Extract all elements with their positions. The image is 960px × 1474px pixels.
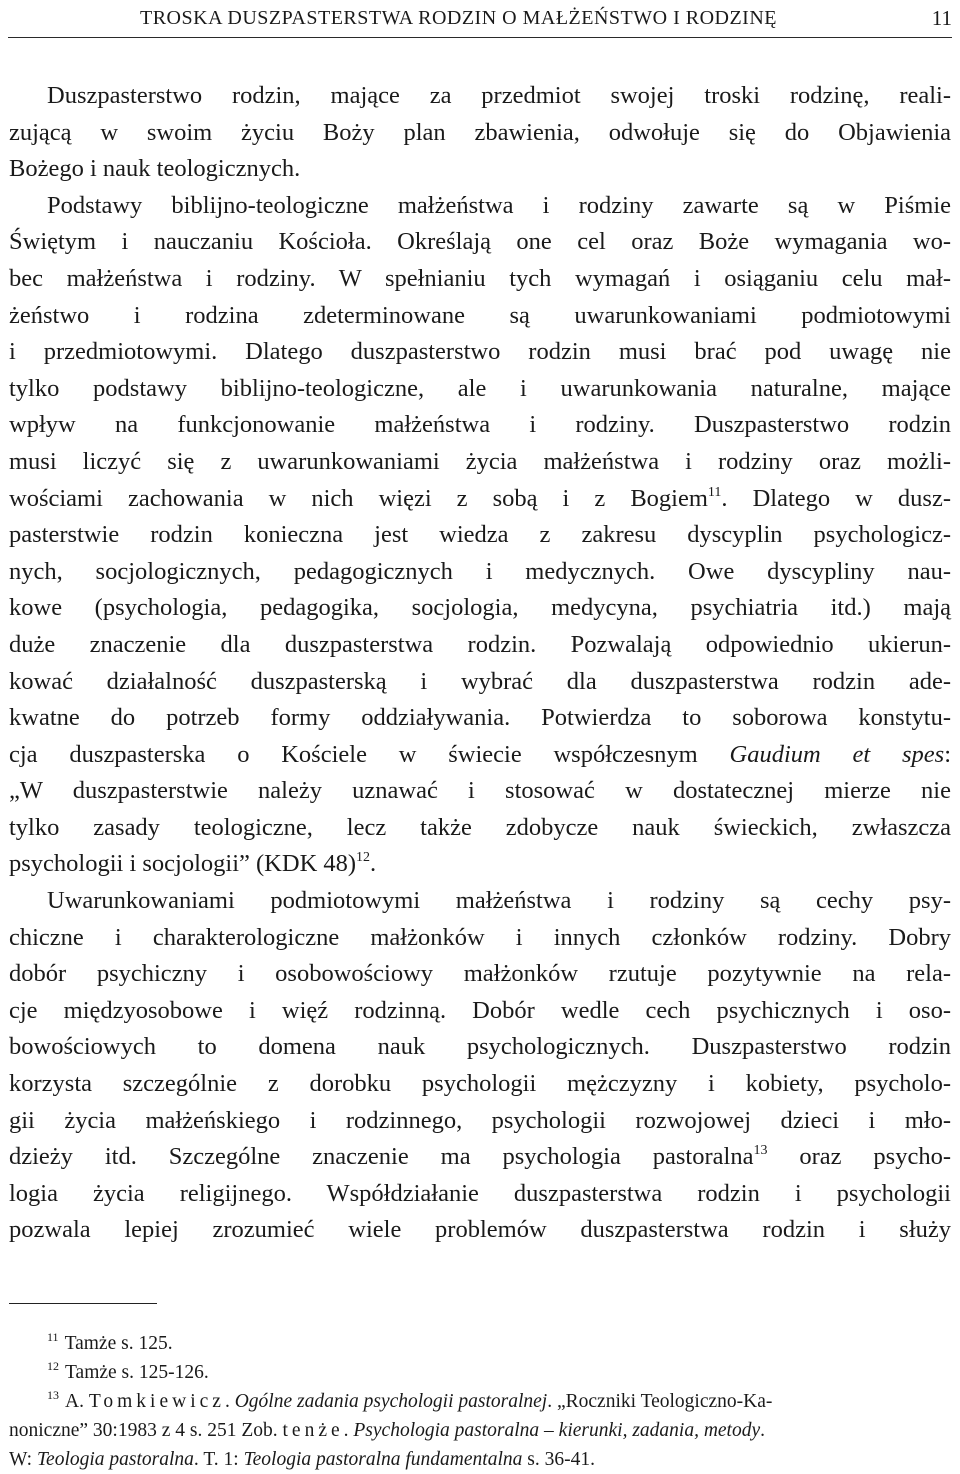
footnote-text: . „Roczniki Teologiczno-Ka-	[547, 1391, 773, 1412]
footnote-text: A.	[65, 1391, 89, 1412]
footnote-separator	[9, 1303, 157, 1304]
text-line: cje międzyosobowe i więź rodzinną. Dobór wedle cech psychicznych i oso-	[9, 996, 951, 1024]
text-run: dzieży itd. Szczególne znaczenie ma psychologia pastoralna	[9, 1143, 754, 1171]
footnote-title: Teologia pastoralna	[36, 1449, 194, 1470]
text-run: :	[944, 740, 951, 768]
text-line: pozwala lepiej zrozumieć wiele problemów duszpasterstwa rodzin i służy	[9, 1216, 951, 1244]
text-line: nych, socjologicznych, pedagogicznych i medycznych. Owe dyscypliny nau-	[9, 557, 951, 585]
text-line	[9, 737, 951, 774]
running-title: TROSKA DUSZPASTERSTWA RODZIN O MAŁŻEŃSTWO I RODZINĘ	[140, 7, 777, 29]
footnote-text: .	[343, 1420, 354, 1441]
text-run: oraz psycho-	[767, 1143, 951, 1171]
page-number: 11	[931, 6, 952, 30]
footnote-text: .	[760, 1420, 766, 1441]
text-line	[9, 481, 951, 518]
text-line: Podstawy biblijno-teologiczne małżeństwa i rodziny zawarte są w Piśmie	[47, 191, 951, 219]
footnote-11	[9, 1329, 951, 1358]
footnote-13	[9, 1387, 951, 1416]
text-line: korzysta szczególnie z dorobku psychologii mężczyzny i kobiety, psycholo-	[9, 1070, 951, 1098]
footnote-text: noniczne” 30:1983 z 4 s. 251 Zob.	[9, 1420, 283, 1441]
text-line: kowe (psychologia, pedagogika, socjologia, medycyna, psychiatria itd.) mają	[9, 594, 951, 622]
body-text	[9, 78, 951, 1249]
paragraph-2	[9, 188, 951, 883]
text-run: cja duszpasterska o Kościele w świecie współczesnym	[9, 740, 730, 768]
text-line: duże znaczenie dla duszpasterstwa rodzin. Pozwalają odpowiednio ukierun-	[9, 630, 951, 658]
text-line: Duszpasterstwo rodzin, mające za przedmiot swojej troski rodzinę, reali-	[47, 82, 951, 109]
footnote-text: s. 36-41.	[522, 1449, 595, 1470]
paragraph-1	[9, 78, 951, 188]
text-line: tylko zasady teologiczne, lecz także zdobycze nauk świeckich, zwłaszcza	[9, 813, 951, 841]
text-line	[9, 846, 951, 883]
text-line: Bożego i nauk teologicznych.	[9, 155, 301, 183]
text-line: wpływ na funkcjonowanie małżeństwa i rodziny. Duszpasterstwo rodzin	[9, 411, 951, 439]
page-header	[10, 4, 952, 34]
footnote-text: Tamże s. 125-126.	[65, 1362, 209, 1383]
footnote-ref-11: 11	[707, 484, 722, 500]
paragraph-3	[9, 883, 951, 1249]
text-line	[9, 1139, 951, 1176]
footnote-13-line-2	[9, 1416, 951, 1445]
text-line: kować działalność duszpasterską i wybrać dla duszpasterstwa rodzin ade-	[9, 667, 951, 695]
footnote-text: W:	[9, 1449, 37, 1470]
footnote-ref-13: 13	[753, 1143, 768, 1159]
footnote-text: Tamże s. 125.	[64, 1333, 173, 1354]
footnote-number: 11	[47, 1330, 59, 1344]
footnote-number: 13	[47, 1388, 59, 1402]
text-line: chiczne i charakterologiczne małżonków i innych członków rodziny. Dobry	[9, 923, 951, 951]
footnote-author: tenże	[282, 1420, 344, 1441]
text-line: „W duszpasterstwie należy uznawać i stosować w dostatecznej mierze nie	[9, 777, 951, 805]
text-line: i przedmiotowymi. Dlatego duszpasterstwo rodzin musi brać pod uwagę nie	[9, 338, 951, 366]
text-line: gii życia małżeńskiego i rodzinnego, psychologii rozwojowej dzieci i mło-	[9, 1106, 951, 1134]
text-run: psychologii i socjologii” (KDK 48)	[9, 850, 357, 878]
footnote-number: 12	[47, 1359, 59, 1373]
text-line: zującą w swoim życiu Boży plan zbawienia, odwołuje się do Objawienia	[9, 118, 951, 146]
text-line: Uwarunkowaniami podmiotowymi małżeństwa i rodziny są cechy psy-	[47, 887, 951, 915]
text-line: pasterstwie rodzin konieczna jest wiedza z zakresu dyscyplin psychologicz-	[9, 521, 951, 549]
footnotes	[9, 1329, 951, 1474]
footnote-title: Ogólne zadania psychologii pastoralnej	[234, 1391, 548, 1412]
text-line: bowościowych to domena nauk psychologicznych. Duszpasterstwo rodzin	[9, 1033, 951, 1061]
footnote-title: Teologia pastoralna fundamentalna	[243, 1449, 523, 1470]
footnote-ref-12: 12	[356, 850, 371, 866]
text-line: tylko podstawy biblijno-teologiczne, ale i uwarunkowania naturalne, mające	[9, 374, 951, 402]
text-line: żeństwo i rodzina zdeterminowane są uwarunkowaniami podmiotowymi	[9, 301, 951, 329]
text-run: wościami zachowania w nich więzi z sobą i z Bogiem	[9, 484, 708, 512]
text-line: logia życia religijnego. Współdziałanie duszpasterstwa rodzin i psychologii	[9, 1179, 951, 1207]
header-rule	[8, 37, 952, 38]
footnote-text: .	[224, 1391, 235, 1412]
text-line: Świętym i nauczaniu Kościoła. Określają one cel oraz Boże wymagania wo-	[9, 228, 951, 256]
text-run: . Dlatego w dusz-	[721, 484, 951, 512]
footnote-author: Tomkiewicz	[88, 1391, 225, 1412]
text-line: kwatne do potrzeb formy oddziaływania. Potwierdza to soborowa konstytu-	[9, 704, 951, 732]
text-run: .	[370, 850, 377, 878]
footnote-title: Psychologia pastoralna – kierunki, zadania, metody	[353, 1420, 761, 1441]
footnote-text: . T. 1:	[193, 1449, 244, 1470]
footnote-12	[9, 1358, 951, 1387]
text-line: bec małżeństwa i rodziny. W spełnianiu tych wymagań i osiąganiu celu mał-	[9, 264, 951, 292]
text-line: dobór psychiczny i osobowościowy małżonków rzutuje pozytywnie na rela-	[9, 960, 951, 988]
document-title-italic: Gaudium et spes	[729, 740, 945, 768]
text-line: musi liczyć się z uwarunkowaniami życia małżeństwa i rodziny oraz możli-	[9, 447, 951, 475]
